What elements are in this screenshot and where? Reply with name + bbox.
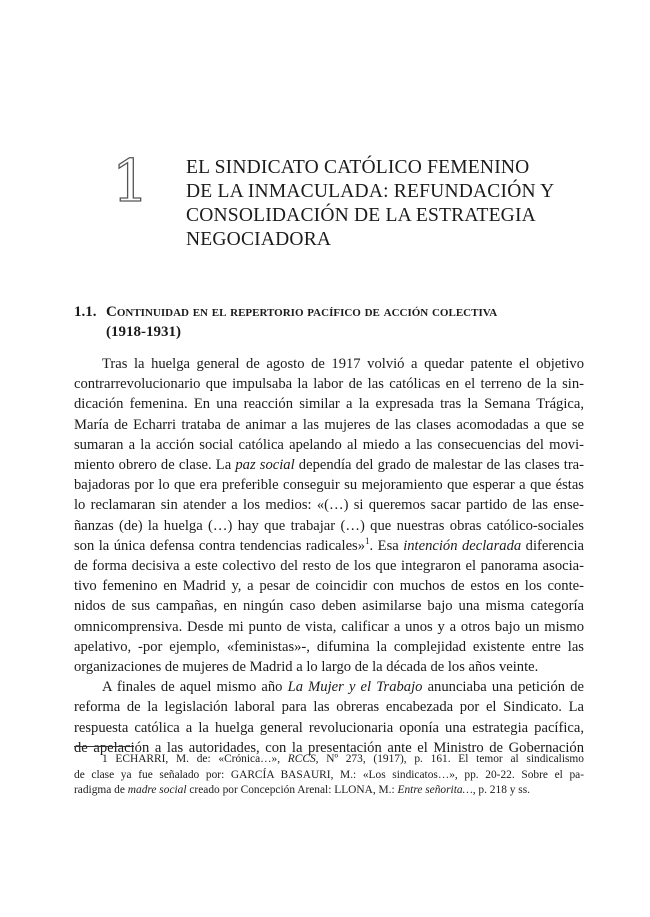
- chapter-title-line: EL SINDICATO CATÓLICO FEMENINO: [186, 157, 530, 178]
- text-line: lo reclamaran sin atender a los medios: «(…) si queremos sacar partido de las ense-: [74, 497, 584, 514]
- text-line: bajadoras por lo que era preferible conseguir su mejoramiento que esperar a que éstas: [74, 477, 584, 494]
- text-line: de apelación a las autoridades, con la presentación ante el Ministro de Gobernación: [74, 739, 584, 756]
- chapter-title: [186, 156, 566, 252]
- italic-title: La Mujer y el Trabajo: [287, 679, 423, 696]
- text-line: miento obrero de clase. La paz social dependía del grado de malestar de las clases tra-: [74, 457, 585, 474]
- text-line: Tras la huelga general de agosto de 1917 volvió a quedar patente el objetivo: [102, 356, 584, 372]
- text-line: María de Echarri trataba de animar a las mujeres de las clases acomodadas a que se: [74, 416, 584, 433]
- footnote-separator: [74, 746, 134, 747]
- body-text: [74, 354, 584, 758]
- chapter-title-line: NEGOCIADORA: [186, 229, 332, 250]
- text-line: reforma de la legislación laboral para las obreras encabezada por el Sindicato. La: [74, 699, 584, 716]
- italic-term: intención declarada: [403, 537, 522, 554]
- text-line: ñanzas (de) la huelga (…) hay que trabajar (…) que nuestras obras católico-sociales: [74, 517, 584, 534]
- section-dates: (1918-1931): [106, 324, 181, 340]
- section-title: Continuidad en el repertorio pacífico de acción colectiva: [106, 304, 498, 320]
- italic-term: paz social: [235, 457, 295, 474]
- section-heading: [74, 302, 594, 342]
- text-line: sumaran a la acción social católica apelando al miedo a las consecuencias del movi-: [74, 436, 584, 453]
- footnote-line: radigma de madre social creado por Concepción Arenal: LLONA, M.: Entre señorita…, p. 218 y ss.: [74, 784, 530, 796]
- chapter-title-line: CONSOLIDACIÓN DE LA ESTRATEGIA: [186, 205, 536, 226]
- chapter-title-line: DE LA INMACULADA: REFUNDACIÓN Y: [186, 181, 555, 202]
- text-line: de forma decisiva a este colectivo del resto de los que integraron el panorama asocia-: [74, 558, 584, 575]
- text-line: organizaciones de mujeres de Madrid a lo largo de la década de los años veinte.: [74, 659, 539, 676]
- text-line: A finales de aquel mismo año La Mujer y el Trabajo anunciaba una petición de: [102, 679, 584, 696]
- footnote-line: de clase ya fue señalado por: GARCÍA BASAURI, M.: «Los sindicatos…», pp. 20-22. Sobre el pa-: [74, 768, 584, 781]
- footnote-reference[interactable]: 1: [365, 535, 370, 546]
- italic-term: madre social: [127, 784, 187, 796]
- chapter-number: 1: [112, 147, 149, 215]
- text-line: dicación femenina. En una reacción similar a la expresada tras la Semana Trágica,: [74, 396, 584, 413]
- text-line: apelativo, -por ejemplo, «feministas»-, difumina la complejidad existente entre las: [74, 638, 584, 655]
- text-line: contrarrevolucionario que impulsaba la labor de las católicas en el terreno de la sin-: [74, 376, 584, 393]
- text-line: nidos de sus campañas, en ningún caso deben asimilarse bajo una misma categoría: [74, 598, 584, 615]
- section-number: 1.1.: [74, 304, 97, 320]
- text-line: son la única defensa contra tendencias radicales»$^1$. Esa intención declarada diferencia: [74, 535, 584, 554]
- text-line: omnicomprensiva. Desde mi punto de vista, calificar a unos y a otros bajo un mismo: [74, 618, 584, 635]
- italic-abbrev: RCCS,: [287, 753, 319, 765]
- text-line: tivo femenino en Madrid y, a pesar de coincidir con muchos de estos en los conte-: [74, 578, 584, 595]
- footnote: [74, 752, 584, 799]
- italic-title: Entre señorita…: [397, 784, 473, 796]
- text-line: respuesta católica a la huelga general revolucionaria oponía una estrategia pacífica,: [74, 719, 584, 736]
- footnote-line: 1 ECHARRI, M. de: «Crónica…», RCCS, Nº 273, (1917), p. 161. El temor al sindicalismo: [102, 753, 584, 765]
